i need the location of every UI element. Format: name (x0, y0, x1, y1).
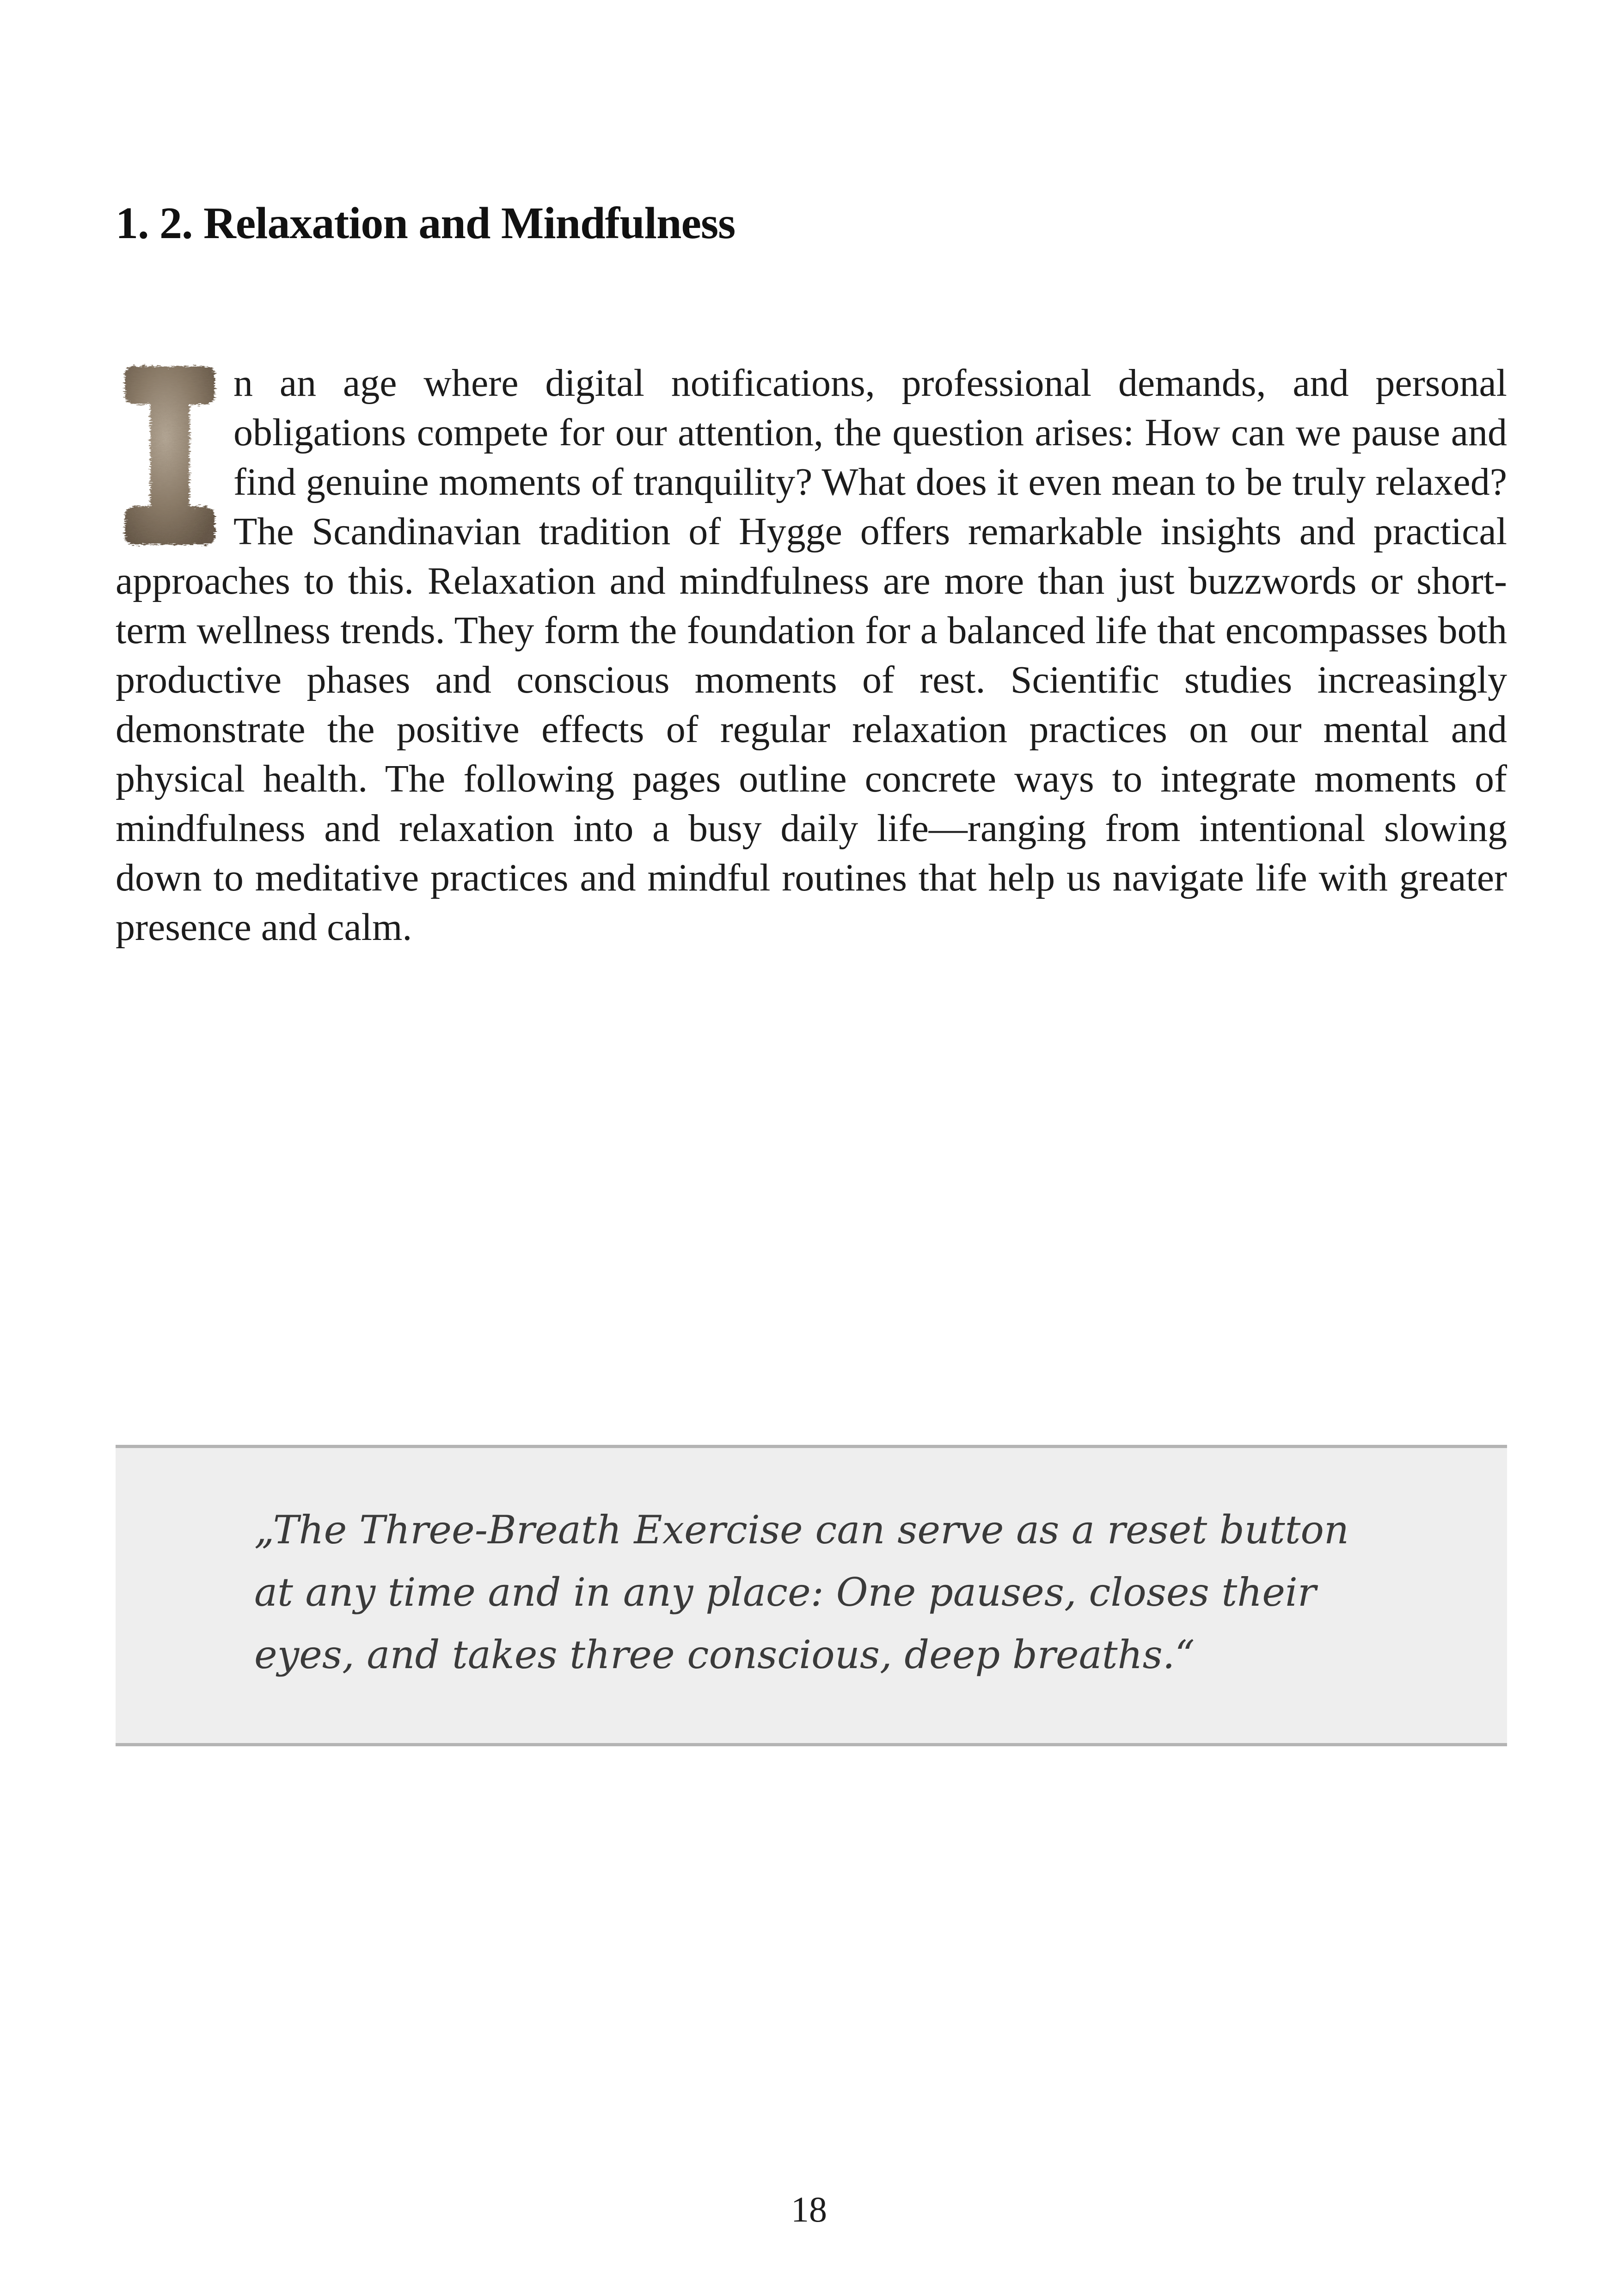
intro-paragraph-text: n an age where digital notifications, professional demands, and personal obligations compete for our attention, the question arises: How can we pause and find genuine moments of tranquility? What does it even mean to be truly relaxed? The Scandinavian tradition of Hygge offers remarkable insights and practical approaches to this. Relaxation and mindfulness are more than just buzzwords or short-term wellness trends. They form the foundation for a balanced life that encompasses both productive phases and conscious moments of rest. Scientific studies increasingly demonstrate the positive effects of regular relaxation practices on our mental and physical health. The following pages outline concrete ways to integrate moments of mindfulness and relaxation into a busy daily life—ranging from intentional slowing down to meditative practices and mindful routines that help us navigate life with greater presence and calm. (116, 362, 1507, 949)
drop-cap-letter-i (116, 361, 224, 550)
section-heading: 1. 2. Relaxation and Mindfulness (116, 198, 735, 248)
intro-paragraph (116, 358, 1507, 952)
pull-quote-box (116, 1445, 1507, 1746)
pull-quote-text: „The Three-Breath Exercise can serve as a reset button at any time and in any place: One pauses, closes their eyes, and takes three conscious, deep breaths.“ (254, 1507, 1349, 1677)
page-number: 18 (791, 2189, 827, 2229)
